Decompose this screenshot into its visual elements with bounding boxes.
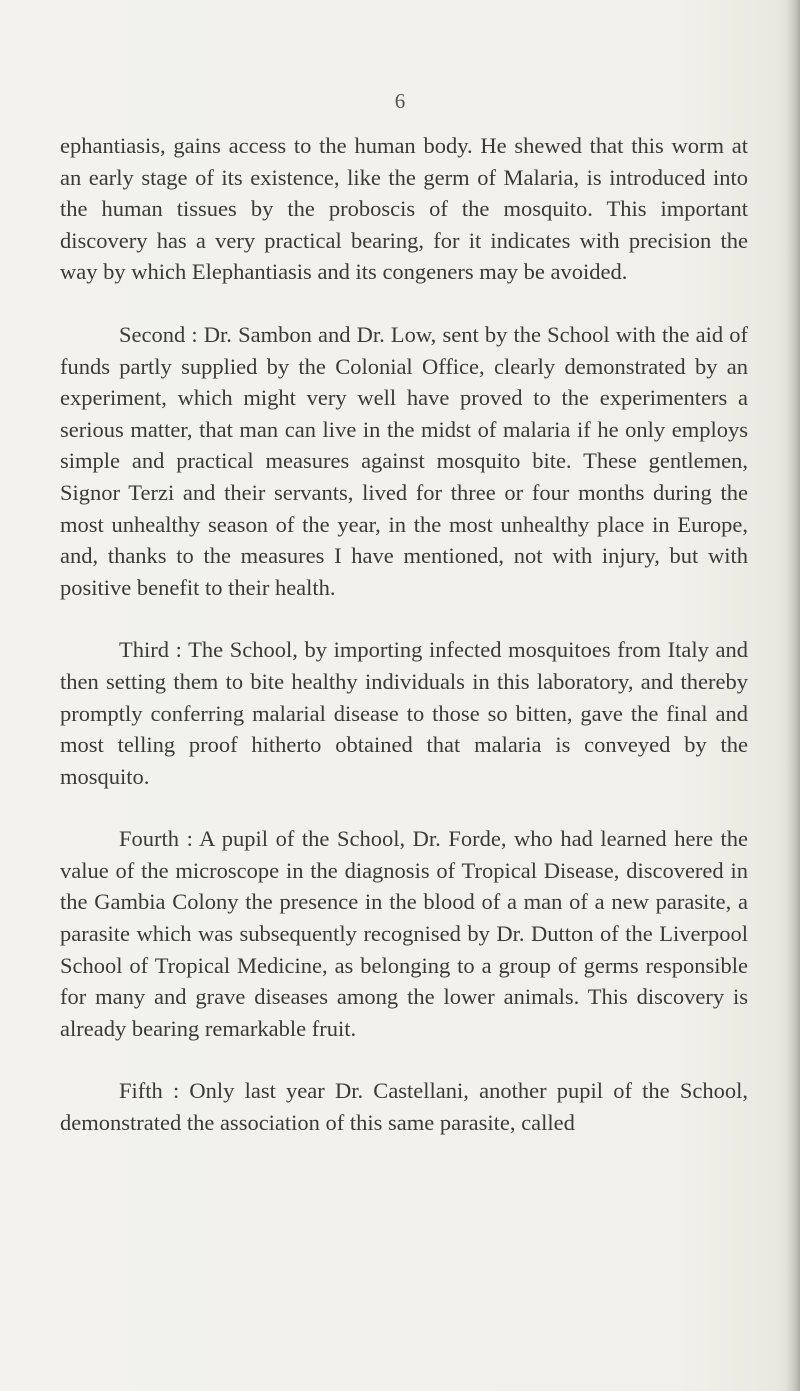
page-number: 6 — [394, 89, 406, 113]
paragraph-second: Second : Dr. Sambon and Dr. Low, sent by the School with the aid of funds partly supplied by the Colonial Office, clearly demonstrated by an experiment, which might very well have proved to the experimenters a serious matter, that man can live in the midst of malaria if he only employs simple and practical measures against mosquito bite. These gentlemen, Signor Terzi and their servants, lived for three or four months during the most unhealthy season of the year, in the most unhealthy place in Europe, and, thanks to the measures I have mentioned, not with injury, but with positive benefit to their health. — [60, 321, 748, 600]
paragraph-elephantiasis: ephantiasis, gains access to the human body. He shewed that this worm at an early stage of its existence, like the germ of Malaria, is introduced into the human tissues by the proboscis of the mosquito. This important discovery has a very practical bearing, for it indicates with precision the way by which Elephantiasis and its congeners may be avoided. — [60, 133, 748, 285]
paragraph-third: Third : The School, by importing infected mosquitoes from Italy and then setting them to bite healthy individuals in this laboratory, and thereby promptly conferring malarial disease to those so bitten, gave the final and most telling proof hitherto obtained that malaria is conveyed by the mosquito. — [60, 637, 748, 789]
page-edge-shadow — [786, 0, 800, 1391]
paragraph-fifth: Fifth : Only last year Dr. Castellani, another pupil of the School, demonstrated the association of this same parasite, called — [60, 1078, 748, 1136]
body-text — [60, 130, 748, 1170]
paragraph-fourth: Fourth : A pupil of the School, Dr. Forde, who had learned here the value of the microscope in the diagnosis of Tropical Disease, discovered in the Gambia Colony the presence in the blood of a man of a new parasite, a parasite which was subsequently recognised by Dr. Dutton of the Liverpool School of Tropical Medicine, as belonging to a group of germs responsible for many and grave diseases among the lower animals. This discovery is already bearing remarkable fruit. — [60, 826, 748, 1041]
